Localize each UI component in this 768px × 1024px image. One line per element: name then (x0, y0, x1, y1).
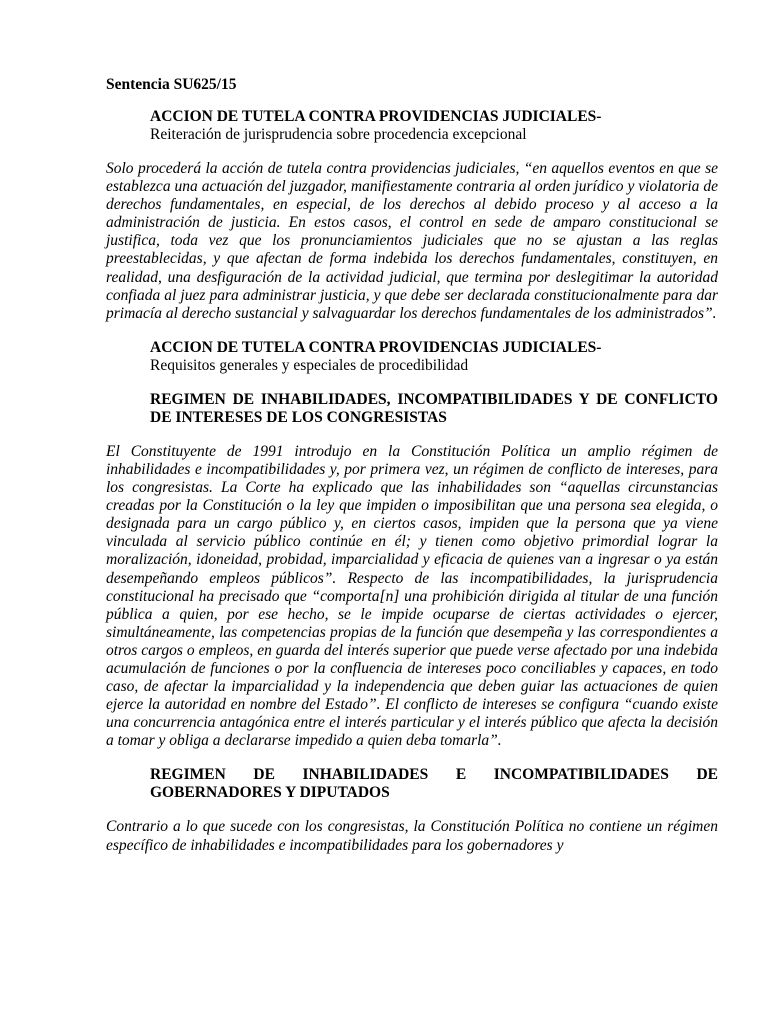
section-heading-regimen-congresistas: REGIMEN DE INHABILIDADES, INCOMPATIBILIDADES Y DE CONFLICTO DE INTERESES DE LOS CONGRESISTAS (150, 390, 718, 426)
heading-main-text: ACCION DE TUTELA CONTRA PROVIDENCIAS JUDICIALES- (150, 108, 602, 125)
paragraph-tutela-procedencia: Solo procederá la acción de tutela contra providencias judiciales, “en aquellos eventos en que se establezca una actuación del juzgador, manifiestamente contraria al orden jurídico y violatoria de derechos fundamentales, en especial, de los derechos al debido proceso y al acceso a la administración de justicia. En estos casos, el control en sede de amparo constitucional se justifica, toda vez que los pronunciamientos judiciales que no se ajustan a las reglas preestablecidas, y que afectan de forma indebida los derechos fundamentales, constituyen, en realidad, una desfiguración de la actividad judicial, que termina por deslegitimar la autoridad confiada al juez para administrar justicia, y que debe ser declarada constitucionalmente para dar primacía al derecho sustancial y salvaguardar los derechos fundamentales de los administrados”. (106, 160, 718, 322)
paragraph-regimen-congresistas: El Constituyente de 1991 introdujo en la Constitución Política un amplio régimen de inhabilidades e incompatibilidades y, por primera vez, un régimen de conflicto de intereses, para los congresistas. La Corte ha explicado que las inhabilidades son “aquellas circunstancias creadas por la Constitución o la ley que impiden o imposibilitan que una persona sea elegida, o designada para un cargo público y, en ciertos casos, impiden que la persona que ya viene vinculada al servicio público continúe en él; y tienen como objetivo primordial lograr la moralización, idoneidad, probidad, imparcialidad y eficacia de quienes van a ingresar o ya están desempeñando empleos públicos”. Respecto de las incompatibilidades, la jurisprudencia constitucional ha precisado que “comporta[n] una prohibición dirigida al titular de una función pública a quien, por ese hecho, se le impide ocuparse de ciertas actividades o ejercer, simultáneamente, las competencias propias de la función que desempeña y las correspondientes a otros cargos o empleos, en guarda del interés superior que puede verse afectado por una indebida acumulación de funciones o por la confluencia de intereses poco conciliables y capaces, en todo caso, de afectar la imparcialidad y la independencia que deben guiar las actuaciones de quien ejerce la autoridad en nombre del Estado”. El conflicto de intereses se configura “cuando existe una concurrencia antagónica entre el interés particular y el interés público que afecta la decisión a tomar y obliga a declararse impedido a quien deba tomarla”. (106, 442, 718, 750)
paragraph-regimen-gobernadores: Contrario a lo que sucede con los congresistas, la Constitución Política no contiene un régimen específico de inhabilidades e incompatibilidades para los gobernadores y (106, 818, 718, 854)
section-heading-tutela-procedencia (150, 108, 718, 144)
heading-sub-text: Requisitos generales y especiales de procedibilidad (150, 356, 469, 374)
heading-sub-text: Reiteración de jurisprudencia sobre procedencia excepcional (150, 126, 527, 143)
section-heading-tutela-requisitos (150, 339, 718, 375)
document-page (106, 70, 718, 871)
section-heading-regimen-gobernadores: REGIMEN DE INHABILIDADES E INCOMPATIBILIDADES DE GOBERNADORES Y DIPUTADOS (150, 766, 718, 802)
heading-main-text: ACCION DE TUTELA CONTRA PROVIDENCIAS JUDICIALES- (150, 338, 602, 356)
document-title: Sentencia SU625/15 (106, 76, 237, 93)
